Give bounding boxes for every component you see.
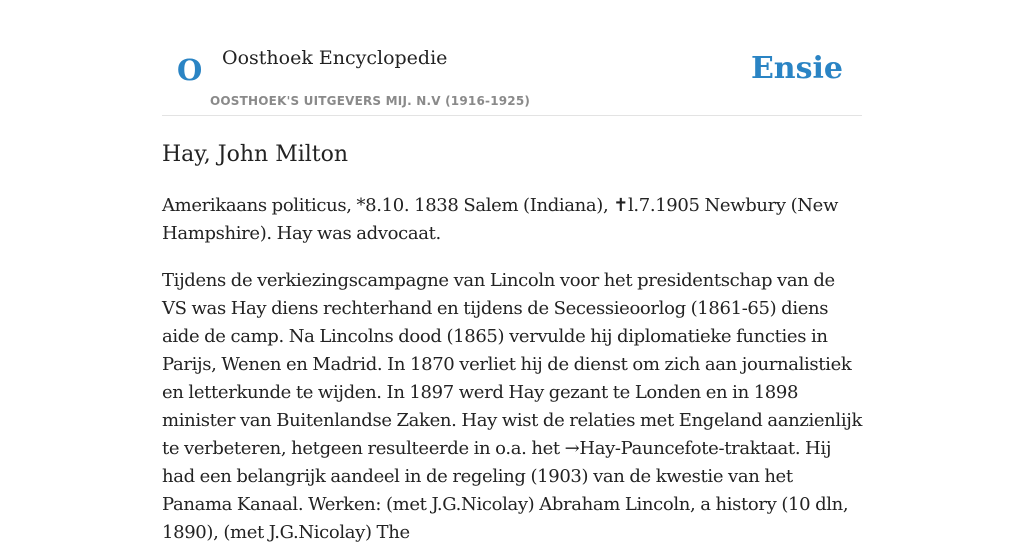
publisher-subtitle: OOSTHOEK'S UITGEVERS MIJ. N.V (1916-1925) <box>210 94 531 108</box>
entry-title: Hay, John Milton <box>162 142 349 167</box>
ensie-brand-logo[interactable]: Ensie <box>750 51 843 86</box>
entry-paragraph-body: Tijdens de verkiezingscampagne van Lincoln voor het presidentschap van de VS was Hay diens rechterhand en tijdens de Secessieoorlog (1861-65) diens aide de camp. Na Lincolns dood (1865) vervulde hij diplomatieke functies in Parijs, Wenen en Madrid. In 1870 verliet hij de dienst om zich aan journalistiek en letterkunde te wijden. In 1897 werd Hay gezant te Londen en in 1898 minister van Buitenlandse Zaken. Hay wist de relaties met Engeland aanzienlijk te verbeteren, hetgeen resulteerde in o.a. het →Hay-Pauncefote-traktaat. Hij had een belangrijk aandeel in de regeling (1903) van de kwestie van het Panama Kanaal. Werken: (met J.G.Nicolay) Abraham Lincoln, a history (10 dln, 1890), (met J.G.Nicolay) The <box>162 270 863 543</box>
entry-content <box>162 140 862 547</box>
site-header <box>162 0 862 116</box>
entry-paragraph-intro: Amerikaans politicus, *8.10. 1838 Salem (Indiana), ✝l.7.1905 Newbury (New Hampshire). Hay was advocaat. <box>162 195 839 244</box>
oosthoek-logo-icon[interactable]: O <box>177 53 203 87</box>
publication-title[interactable]: Oosthoek Encyclopedie <box>222 47 448 69</box>
page <box>162 0 863 543</box>
